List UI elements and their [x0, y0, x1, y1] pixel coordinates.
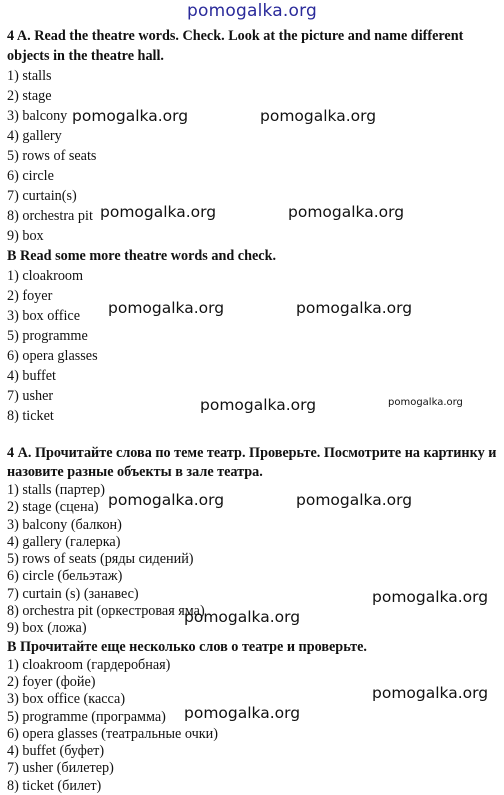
watermark: pomogalka.org: [388, 397, 463, 408]
list-item: 7) usher: [7, 388, 54, 404]
watermark: pomogalka.org: [296, 299, 413, 317]
list-item: 4) gallery: [7, 128, 62, 144]
list-item: 6) opera glasses (театральные очки): [7, 725, 218, 742]
list-item: 2) foyer (фойе): [7, 673, 96, 690]
list-item: 6) circle (бельэтаж): [7, 568, 123, 585]
list-item: 4) gallery (галерка): [7, 533, 121, 550]
watermark: pomogalka.org: [260, 107, 377, 125]
watermark: pomogalka.org: [184, 704, 301, 722]
word-list: [7, 66, 499, 246]
list-item: 6) opera glasses: [7, 348, 98, 364]
list-item: 7) usher (билетер): [7, 760, 114, 777]
list-item: 8) orchestra pit (оркестровая яма): [7, 603, 205, 620]
section-heading: 4 A. Read the theatre words. Check. Look at the picture and name different objects in the theatre hall.: [7, 28, 464, 64]
watermark: pomogalka.org: [108, 299, 225, 317]
watermark: pomogalka.org: [108, 491, 225, 509]
list-item: 4) buffet (буфет): [7, 743, 105, 760]
list-item: 9) box: [7, 228, 44, 244]
list-item: 4) buffet: [7, 368, 56, 384]
list-item: 3) balcony: [7, 108, 68, 124]
watermark: pomogalka.org: [372, 684, 489, 702]
watermark: pomogalka.org: [100, 203, 217, 221]
list-item: 1) cloakroom: [7, 268, 84, 284]
list-item: 1) cloakroom (гардеробная): [7, 656, 171, 673]
list-item: 5) programme: [7, 328, 88, 344]
list-item: 3) box office: [7, 308, 81, 324]
list-item: 5) programme (программа): [7, 708, 166, 725]
word-list: [7, 657, 499, 795]
watermark: pomogalka.org: [288, 203, 405, 221]
list-item: 5) rows of seats (ряды сидений): [7, 551, 194, 568]
list-item: 2) stage (сцена): [7, 499, 99, 516]
section-heading: В Прочитайте еще несколько слов о театре и проверьте.: [7, 638, 367, 655]
watermark: pomogalka.org: [200, 396, 317, 414]
list-item: 8) ticket: [7, 408, 54, 424]
list-item: 9) box (ложа): [7, 620, 87, 637]
section-heading: 4 А. Прочитайте слова по теме театр. Проверьте. Посмотрите на картинку и назовите разные объекты в зале театра.: [7, 445, 497, 480]
list-item: 5) rows of seats: [7, 148, 97, 164]
list-item: 7) curtain (s) (занавес): [7, 585, 139, 602]
watermark: pomogalka.org: [184, 608, 301, 626]
header-watermark: pomogalka.org: [187, 1, 317, 21]
list-item: 3) balcony (балкон): [7, 516, 122, 533]
watermark: pomogalka.org: [296, 491, 413, 509]
list-item: 6) circle: [7, 168, 54, 184]
list-item: 7) curtain(s): [7, 188, 77, 204]
list-item: 3) box office (касса): [7, 691, 126, 708]
section-heading: B Read some more theatre words and check.: [7, 248, 277, 264]
list-item: 1) stalls: [7, 68, 52, 84]
list-item: 2) foyer: [7, 288, 53, 304]
list-item: 1) stalls (партер): [7, 482, 105, 498]
list-item: 8) ticket (билет): [7, 777, 102, 794]
list-item: 8) orchestra pit: [7, 208, 93, 224]
section-en-a: [7, 26, 499, 246]
watermark: pomogalka.org: [372, 588, 489, 606]
watermark: pomogalka.org: [72, 107, 189, 125]
list-item: 2) stage: [7, 88, 52, 104]
